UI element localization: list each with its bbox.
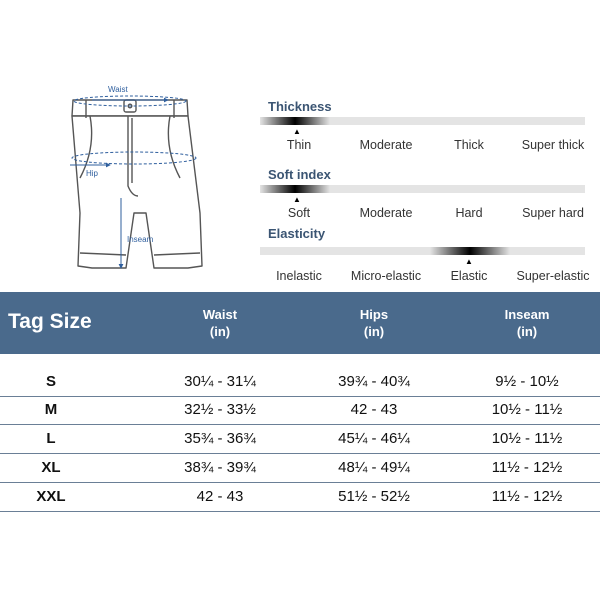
size-cell: S: [45, 373, 56, 390]
row-divider: [0, 453, 600, 454]
header-waist-unit: (in): [209, 324, 231, 339]
table-row: [0, 369, 600, 395]
inseam-cell: 11½ - 12½: [491, 459, 563, 476]
elasticity-option-super-elastic: Super-elastic: [516, 269, 590, 283]
thickness-option-thick: Thick: [454, 138, 484, 152]
hips-cell: 39¾ - 40¾: [338, 373, 410, 390]
thickness-option-super-thick: Super thick: [521, 138, 585, 152]
hips-cell: 45¼ - 46¼: [338, 430, 410, 447]
thickness-bar: [260, 117, 585, 125]
thickness-title: Thickness: [268, 99, 332, 114]
table-row: [0, 397, 600, 423]
soft-index-option-super-hard: Super hard: [522, 206, 584, 220]
thickness-marker-gradient: [260, 117, 330, 125]
row-divider: [0, 482, 600, 483]
table-row: [0, 455, 600, 481]
elasticity-title: Elasticity: [268, 226, 326, 241]
soft-index-bar: [260, 185, 585, 193]
hips-cell: 42 - 43: [350, 401, 398, 418]
header-hips-label: Hips: [359, 307, 389, 322]
waist-cell: 30¼ - 31¼: [184, 373, 256, 390]
waist-label: Waist: [108, 85, 128, 94]
waist-cell: 38¾ - 39¾: [184, 459, 256, 476]
elasticity-option-micro-elastic: Micro-elastic: [350, 269, 422, 283]
soft-index-option-soft: Soft: [287, 206, 311, 220]
soft-index-marker-gradient: [260, 185, 330, 193]
soft-index-option-hard: Hard: [455, 206, 483, 220]
elasticity-marker-gradient: [430, 247, 510, 255]
elasticity-option-inelastic: Inelastic: [276, 269, 322, 283]
inseam-label: Inseam: [127, 235, 154, 244]
inseam-cell: 9½ - 10½: [495, 373, 559, 390]
size-table-header: [0, 292, 600, 354]
table-row: [0, 426, 600, 452]
header-inseam-unit: (in): [516, 324, 538, 339]
hips-cell: 48¼ - 49¼: [338, 459, 410, 476]
hip-label: Hip: [86, 169, 99, 178]
row-divider: [0, 424, 600, 425]
shorts-diagram: [40, 78, 240, 288]
waist-cell: 32½ - 33½: [184, 401, 256, 418]
header-waist-label: Waist: [202, 307, 238, 322]
soft-index-option-moderate: Moderate: [359, 206, 413, 220]
inseam-cell: 11½ - 12½: [491, 488, 563, 505]
size-cell: XL: [41, 459, 61, 476]
thickness-option-thin: Thin: [286, 138, 312, 152]
soft-index-pointer-icon: ▲: [293, 195, 301, 204]
hips-cell: 51½ - 52½: [338, 488, 410, 505]
table-row: [0, 484, 600, 510]
elasticity-bar: [260, 247, 585, 255]
header-tag-size: Tag Size: [8, 310, 92, 333]
waist-cell: 42 - 43: [196, 488, 244, 505]
header-waist: [150, 306, 290, 340]
header-hips: [304, 306, 444, 340]
elasticity-option-elastic: Elastic: [450, 269, 488, 283]
elasticity-pointer-icon: ▲: [465, 257, 473, 266]
soft-index-title: Soft index: [268, 167, 331, 182]
size-cell: L: [46, 430, 56, 447]
thickness-pointer-icon: ▲: [293, 127, 301, 136]
header-inseam-label: Inseam: [504, 307, 550, 322]
shorts-illustration: [40, 78, 240, 288]
header-inseam: [457, 306, 597, 340]
size-cell: XXL: [36, 488, 66, 505]
row-divider: [0, 511, 600, 512]
header-hips-unit: (in): [363, 324, 385, 339]
inseam-cell: 10½ - 11½: [491, 430, 563, 447]
thickness-option-moderate: Moderate: [359, 138, 413, 152]
size-cell: M: [44, 401, 58, 418]
inseam-cell: 10½ - 11½: [491, 401, 563, 418]
waist-cell: 35¾ - 36¾: [184, 430, 256, 447]
